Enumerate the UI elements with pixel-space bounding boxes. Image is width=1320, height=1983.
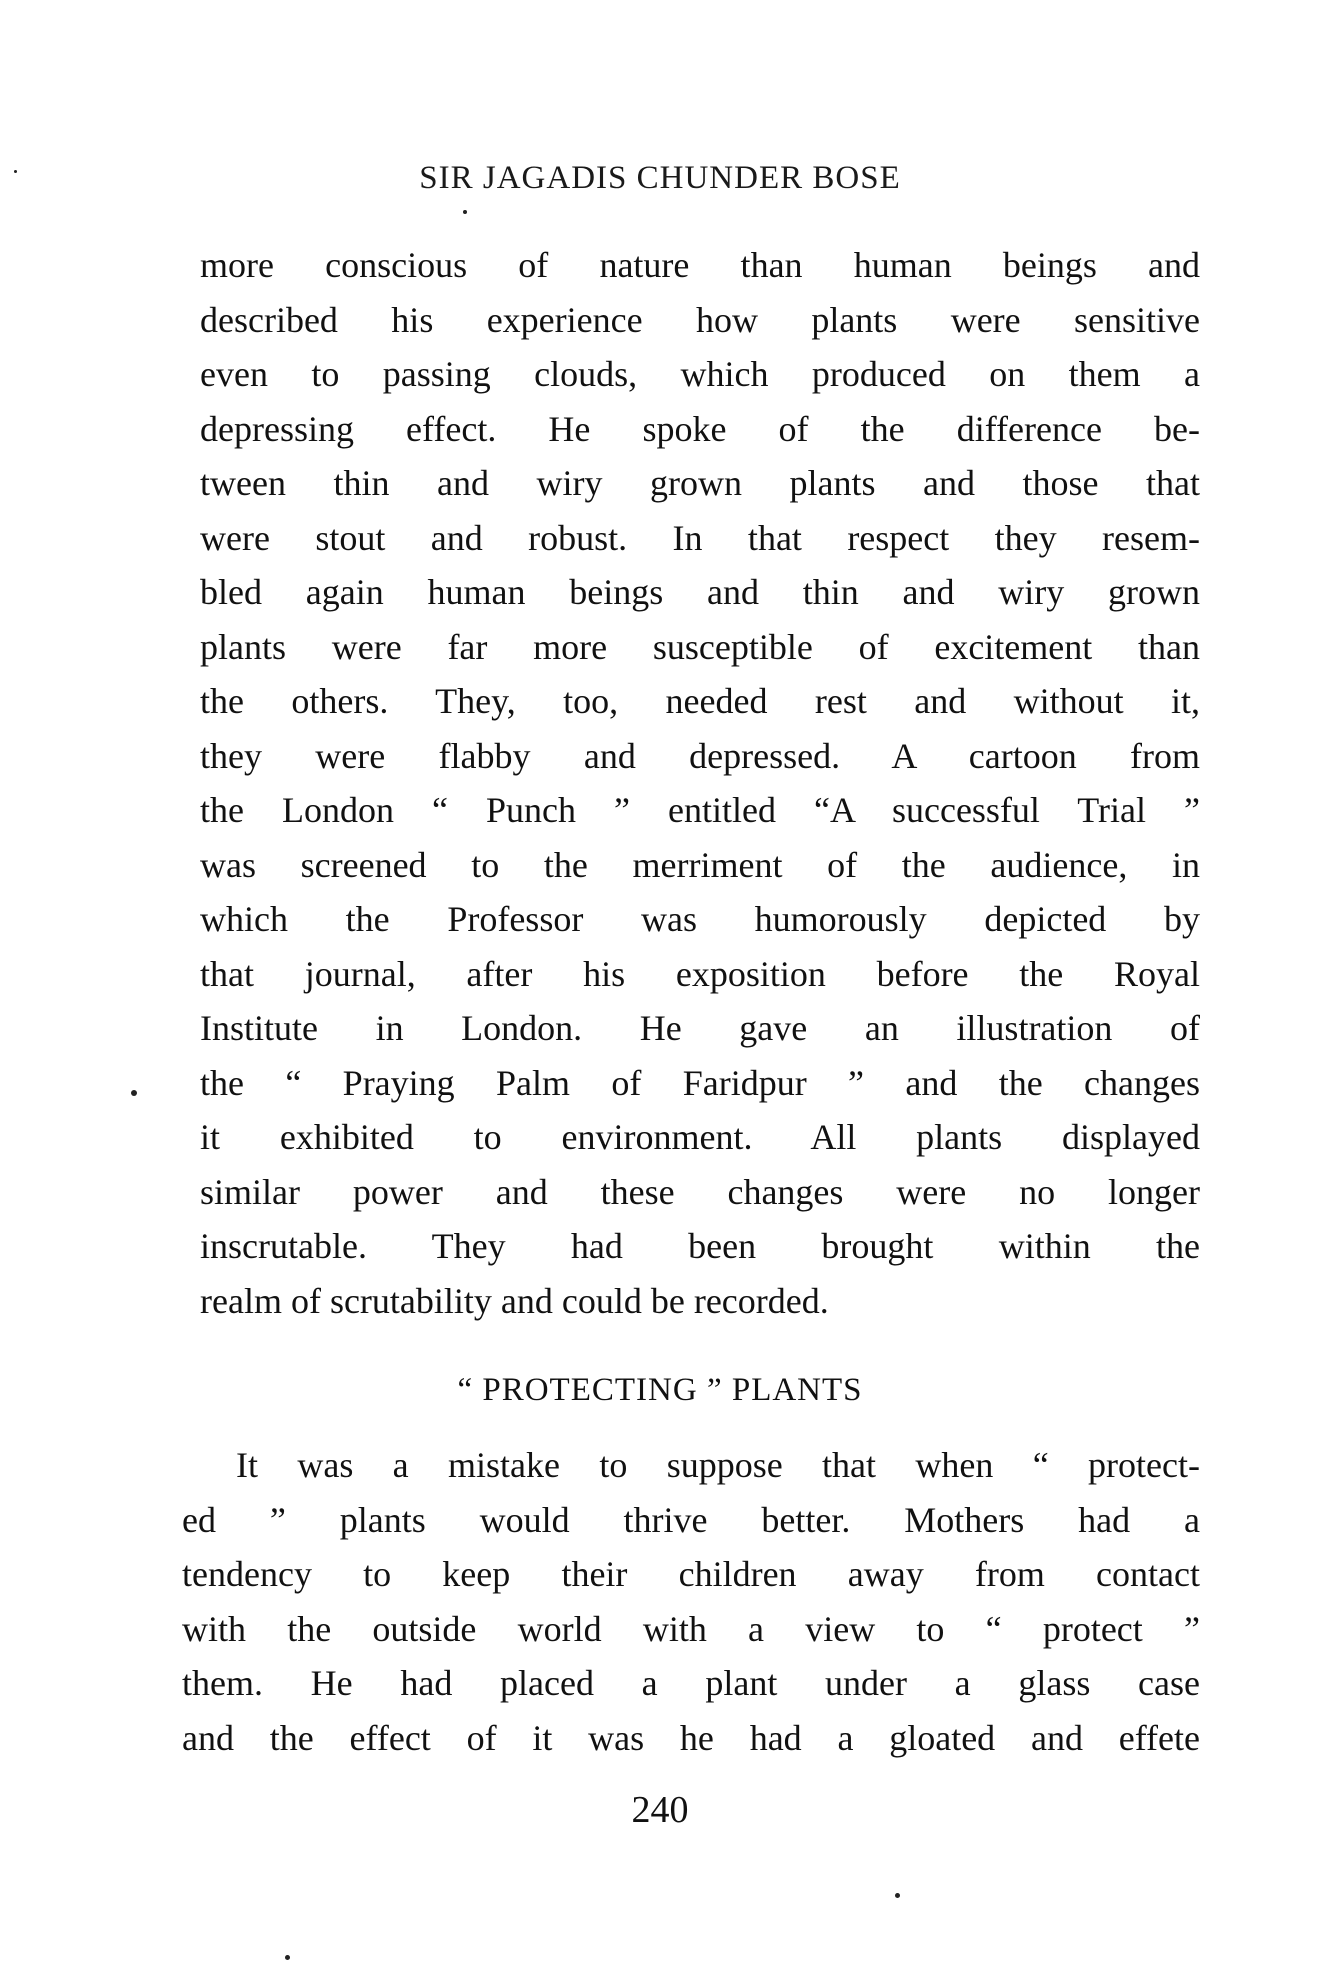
text-line: similar power and these changes were no longer (200, 1171, 1200, 1212)
text-line: It was a mistake to suppose that when “ protect- (236, 1445, 1200, 1485)
text-line: depressing effect. He spoke of the difference be- (200, 408, 1200, 449)
text-line: it exhibited to environment. All plants displayed (200, 1117, 1200, 1157)
text-line: they were flabby and depressed. A cartoon from (200, 735, 1200, 776)
section-heading: “ PROTECTING ” PLANTS (457, 1372, 863, 1408)
text-line: bled again human beings and thin and wiry grown (200, 572, 1200, 612)
text-line: were stout and robust. In that respect they resem- (200, 517, 1200, 558)
scan-speck (463, 210, 467, 214)
page-number: 240 (631, 1789, 689, 1831)
paragraph-2 (182, 1438, 1200, 1765)
scan-speck (14, 170, 17, 173)
text-line: them. He had placed a plant under a glass case (182, 1663, 1200, 1703)
text-line: realm of scrutability and could be recorded. (200, 1280, 829, 1321)
text-line: the London “ Punch ” entitled “A successful Trial ” (200, 790, 1200, 830)
text-line: described his experience how plants were sensitive (200, 299, 1200, 340)
text-line: which the Professor was humorously depicted by (200, 899, 1200, 939)
text-line: and the effect of it was he had a gloated and effete (182, 1717, 1200, 1758)
text-line: more conscious of nature than human beings and (200, 245, 1200, 285)
text-line: the “ Praying Palm of Faridpur ” and the changes (200, 1062, 1200, 1103)
scan-speck (285, 1955, 290, 1960)
paragraph-1 (200, 238, 1200, 1328)
text-line: tendency to keep their children away from contact (182, 1554, 1200, 1594)
text-line: that journal, after his exposition before the Royal (200, 953, 1200, 994)
text-line: tween thin and wiry grown plants and those that (200, 463, 1200, 503)
scan-speck (131, 1090, 137, 1096)
text-line: Institute in London. He gave an illustration of (200, 1008, 1200, 1048)
scan-speck (895, 1893, 900, 1898)
text-line: even to passing clouds, which produced on them a (200, 354, 1200, 394)
text-line: was screened to the merriment of the audience, in (200, 844, 1200, 885)
text-line: ed ” plants would thrive better. Mothers had a (182, 1499, 1200, 1540)
text-line: plants were far more susceptible of excitement than (200, 626, 1200, 667)
text-line: with the outside world with a view to “ protect ” (182, 1608, 1200, 1649)
running-head: SIR JAGADIS CHUNDER BOSE (419, 160, 901, 196)
text-line: inscrutable. They had been brought within the (200, 1226, 1200, 1266)
text-line: the others. They, too, needed rest and without it, (200, 681, 1200, 721)
